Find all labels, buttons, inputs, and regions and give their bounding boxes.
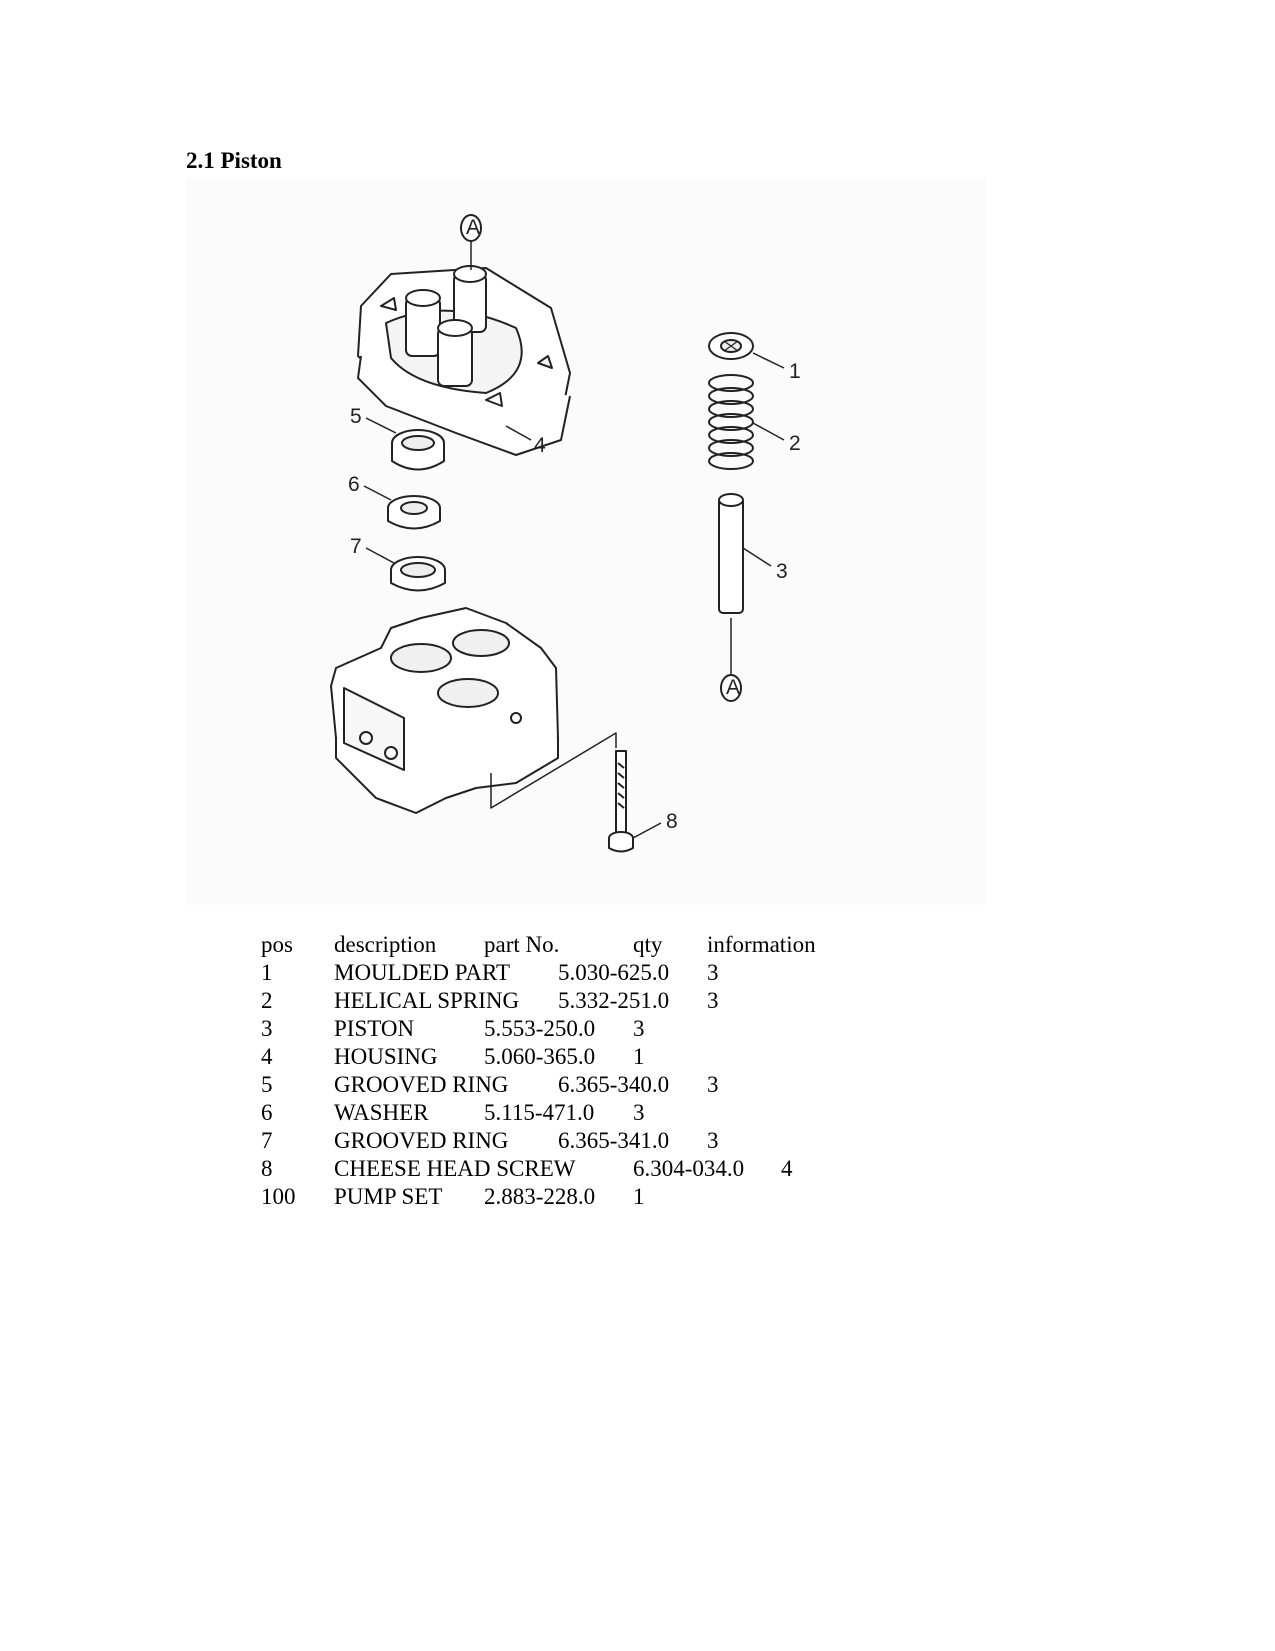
row-3-pos: 3 (261, 1016, 273, 1041)
row-100-description: PUMP SET (334, 1184, 443, 1209)
piston-rod (719, 494, 743, 613)
row-6-description: WASHER (334, 1100, 429, 1125)
row-5-pos: 5 (261, 1072, 273, 1097)
callout-4: 4 (534, 434, 546, 457)
header-pos: pos (261, 932, 293, 957)
callout-8: 8 (666, 810, 678, 833)
reference-mark-bottom: A (726, 676, 741, 699)
row-7-part-no: 6.365-341.0 (558, 1128, 670, 1153)
row-6-pos: 6 (261, 1100, 273, 1125)
row-8-part-no: 6.304-034.0 (633, 1156, 745, 1181)
header-information: information (707, 932, 816, 957)
callout-2: 2 (789, 432, 801, 455)
washer-6 (388, 496, 440, 529)
row-3-description: PISTON (334, 1016, 415, 1041)
exploded-parts-diagram (186, 178, 986, 905)
grooved-ring-7 (391, 557, 445, 591)
row-100-part-no: 2.883-228.0 (484, 1184, 596, 1209)
row-2-qty: 3 (707, 988, 719, 1013)
reference-mark-top: A (466, 216, 481, 239)
row-100-qty: 1 (633, 1184, 645, 1209)
row-1-qty: 3 (707, 960, 719, 985)
row-1-pos: 1 (261, 960, 273, 985)
row-7-description: GROOVED RING (334, 1128, 509, 1153)
row-6-qty: 3 (633, 1100, 645, 1125)
row-2-part-no: 5.332-251.0 (558, 988, 670, 1013)
row-5-part-no: 6.365-340.0 (558, 1072, 670, 1097)
callout-1: 1 (789, 360, 801, 383)
row-4-description: HOUSING (334, 1044, 438, 1069)
moulded-part (709, 333, 753, 359)
row-100-pos: 100 (261, 1184, 296, 1209)
row-2-pos: 2 (261, 988, 273, 1013)
callout-7: 7 (350, 535, 362, 558)
parts-drawing (186, 178, 986, 905)
row-6-part-no: 5.115-471.0 (484, 1100, 595, 1125)
row-1-description: MOULDED PART (334, 960, 511, 985)
header-description: description (334, 932, 437, 957)
row-7-qty: 3 (707, 1128, 719, 1153)
row-8-qty: 4 (781, 1156, 793, 1181)
callout-5: 5 (350, 405, 362, 428)
row-5-description: GROOVED RING (334, 1072, 509, 1097)
row-3-part-no: 5.553-250.0 (484, 1016, 596, 1041)
grooved-ring-5 (392, 430, 444, 470)
row-5-qty: 3 (707, 1072, 719, 1097)
header-part-no: part No. (484, 932, 560, 957)
header-qty: qty (633, 932, 663, 957)
row-7-pos: 7 (261, 1128, 273, 1153)
cheese-head-screw (609, 751, 633, 852)
row-8-description: CHEESE HEAD SCREW (334, 1156, 576, 1181)
callout-6: 6 (348, 473, 360, 496)
row-3-qty: 3 (633, 1016, 645, 1041)
callout-3: 3 (776, 560, 788, 583)
section-title: 2.1 Piston (186, 148, 282, 173)
row-4-part-no: 5.060-365.0 (484, 1044, 596, 1069)
row-2-description: HELICAL SPRING (334, 988, 520, 1013)
row-4-pos: 4 (261, 1044, 273, 1069)
pump-head-part (331, 608, 558, 813)
row-4-qty: 1 (633, 1044, 645, 1069)
row-1-part-no: 5.030-625.0 (558, 960, 670, 985)
helical-spring (709, 375, 753, 469)
row-8-pos: 8 (261, 1156, 273, 1181)
housing-part (358, 266, 570, 455)
